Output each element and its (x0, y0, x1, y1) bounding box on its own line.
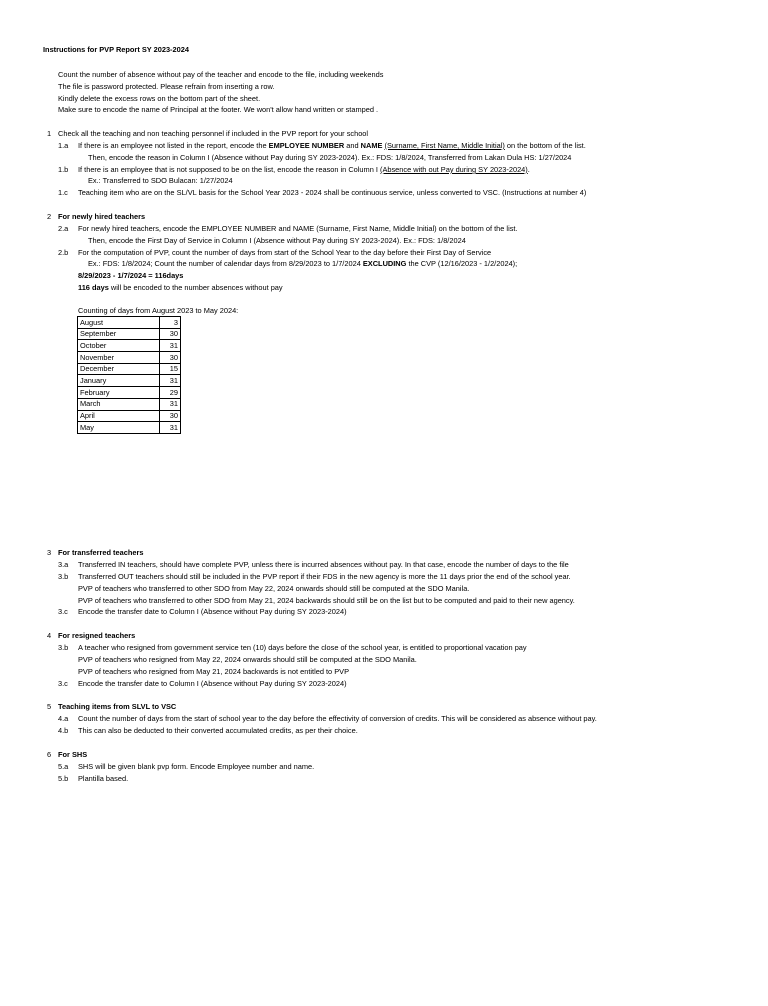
section-number: 3 (47, 548, 52, 557)
days-cell: 31 (160, 422, 181, 434)
days-count-table (77, 316, 181, 434)
item-text: A teacher who resigned from government service ten (10) days before the close of the school year, is entitled to proportional vacation pay (78, 643, 527, 652)
table-row (78, 398, 181, 410)
encode-note: 116 days will be encoded to the number absences without pay (78, 283, 283, 292)
item-number: 3.b (58, 643, 69, 652)
days-cell: 31 (160, 340, 181, 352)
item-continuation: PVP of teachers who transferred to other SDO from May 21, 2024 backwards should still be on the list but to be computed and paid to their new agency. (78, 596, 575, 605)
table-row (78, 410, 181, 422)
intro-line: Kindly delete the excess rows on the bottom part of the sheet. (58, 94, 261, 103)
days-cell: 15 (160, 363, 181, 375)
item-number: 3.a (58, 560, 69, 569)
days-cell: 29 (160, 387, 181, 399)
page-title: Instructions for PVP Report SY 2023-2024 (43, 45, 189, 54)
section-heading: Teaching items from SLVL to VSC (58, 702, 177, 711)
table-row (78, 387, 181, 399)
item-number: 4.b (58, 726, 69, 735)
month-cell: August (78, 317, 160, 329)
month-cell: November (78, 352, 160, 364)
days-cell: 3 (160, 317, 181, 329)
item-continuation: Then, encode the First Day of Service in Column I (Absence without Pay during SY 2023-2024). Ex.: FDS: 1/8/2024 (88, 236, 466, 245)
item-text: Encode the transfer date to Column I (Absence without Pay during SY 2023-2024) (78, 679, 347, 688)
item-number: 2.a (58, 224, 69, 233)
item-continuation: Then, encode the reason in Column I (Absence without Pay during SY 2023-2024). Ex.: FDS: 1/8/2024, Transferred from Lakan Dula HS: 1/27/2024 (88, 153, 572, 162)
month-cell: February (78, 387, 160, 399)
month-cell: March (78, 398, 160, 410)
item-text: If there is an employee that is not supposed to be on the list, encode the reason in Column I (Absence with out Pay during SY 2023-2024). (78, 165, 530, 174)
item-number: 1.c (58, 188, 68, 197)
intro-line: Count the number of absence without pay of the teacher and encode to the file, including weekends (58, 70, 384, 79)
intro-line: Make sure to encode the name of Principal at the footer. We won't allow hand written or stamped . (58, 105, 379, 114)
section-number: 6 (47, 750, 52, 759)
section-heading: Check all the teaching and non teaching personnel if included in the PVP report for your school (58, 129, 369, 138)
item-number: 5.b (58, 774, 69, 783)
item-number: 5.a (58, 762, 69, 771)
item-text: Count the number of days from the start of school year to the day before the effectivity of conversion of credits. This will be considered as absence without pay. (78, 714, 597, 723)
days-cell: 30 (160, 410, 181, 422)
item-text: SHS will be given blank pvp form. Encode Employee number and name. (78, 762, 315, 771)
item-text: Transferred IN teachers, should have complete PVP, unless there is incurred absences without pay. In that case, encode the number of days to the file (78, 560, 569, 569)
count-label: Counting of days from August 2023 to May 2024: (78, 306, 239, 315)
table-row (78, 340, 181, 352)
item-text: Teaching item who are on the SL/VL basis for the School Year 2023 - 2024 shall be continuous service, unless converted to VSC. (Instructions at number 4) (78, 188, 587, 197)
month-cell: January (78, 375, 160, 387)
item-number: 1.a (58, 141, 69, 150)
section-number: 2 (47, 212, 52, 221)
example-line: Ex.: FDS: 1/8/2024; Count the number of calendar days from 8/29/2023 to 1/7/2024 EXCLUDING the CVP (12/16/2023 - 1/2/2024); (88, 259, 518, 268)
item-text: This can also be deducted to their converted accumulated credits, as per their choice. (78, 726, 358, 735)
item-number: 3.b (58, 572, 69, 581)
section-heading: For transferred teachers (58, 548, 144, 557)
table-row (78, 375, 181, 387)
item-text: Plantilla based. (78, 774, 129, 783)
item-continuation: PVP of teachers who resigned from May 22, 2024 onwards should still be computed at the SDO Manila. (78, 655, 417, 664)
item-text: For newly hired teachers, encode the EMPLOYEE NUMBER and NAME (Surname, First Name, Middle Initial) on the bottom of the list. (78, 224, 518, 233)
item-text: If there is an employee not listed in the report, encode the EMPLOYEE NUMBER and NAME (Surname, First Name, Middle Initial) on the bottom of the list. (78, 141, 586, 150)
item-number: 2.b (58, 248, 69, 257)
section-heading: For newly hired teachers (58, 212, 146, 221)
item-continuation: PVP of teachers who transferred to other SDO from May 22, 2024 onwards should still be computed at the SDO Manila. (78, 584, 470, 593)
days-cell: 30 (160, 328, 181, 340)
days-cell: 31 (160, 375, 181, 387)
days-cell: 30 (160, 352, 181, 364)
item-text: For the computation of PVP, count the number of days from start of the School Year to the day before their First Day of Service (78, 248, 492, 257)
intro-line: The file is password protected. Please refrain from inserting a row. (58, 82, 275, 91)
days-cell: 31 (160, 398, 181, 410)
item-text: Encode the transfer date to Column I (Absence without Pay during SY 2023-2024) (78, 607, 347, 616)
section-heading: For resigned teachers (58, 631, 136, 640)
section-number: 4 (47, 631, 52, 640)
item-number: 3.c (58, 607, 68, 616)
month-cell: April (78, 410, 160, 422)
month-cell: May (78, 422, 160, 434)
table-row (78, 352, 181, 364)
calculation-line: 8/29/2023 - 1/7/2024 = 116days (78, 271, 184, 280)
month-cell: September (78, 328, 160, 340)
section-number: 1 (47, 129, 52, 138)
table-row (78, 422, 181, 434)
month-cell: December (78, 363, 160, 375)
table-row (78, 317, 181, 329)
table-row (78, 328, 181, 340)
section-number: 5 (47, 702, 52, 711)
table-row (78, 363, 181, 375)
item-text: Transferred OUT teachers should still be included in the PVP report if their FDS in the new agency is more the 11 days prior the end of the school year. (78, 572, 571, 581)
section-heading: For SHS (58, 750, 88, 759)
item-number: 4.a (58, 714, 69, 723)
item-continuation: Ex.: Transferred to SDO Bulacan: 1/27/2024 (88, 176, 233, 185)
item-number: 3.c (58, 679, 68, 688)
item-number: 1.b (58, 165, 69, 174)
item-continuation: PVP of teachers who resigned from May 21, 2024 backwards is not entitled to PVP (78, 667, 349, 676)
month-cell: October (78, 340, 160, 352)
